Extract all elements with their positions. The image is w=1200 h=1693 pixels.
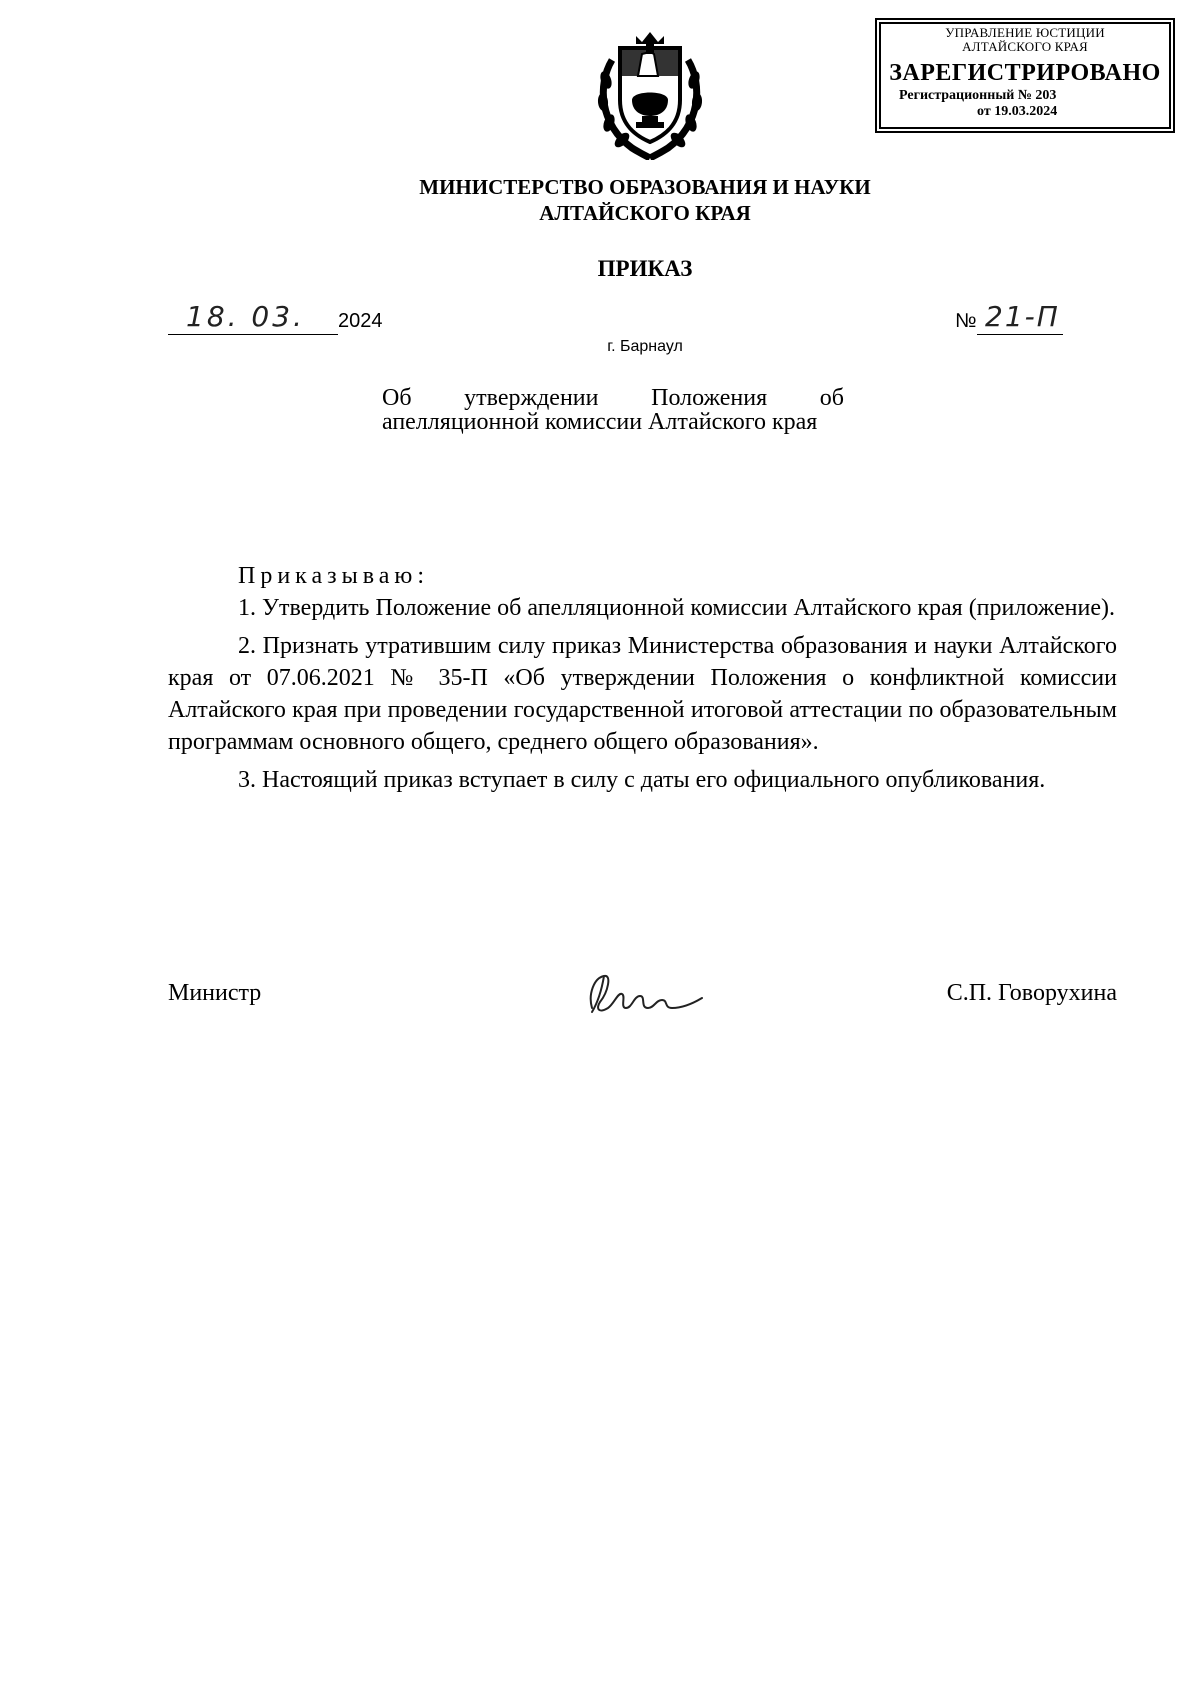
stamp-status: ЗАРЕГИСТРИРОВАНО [889, 60, 1161, 86]
document-number [955, 300, 1075, 340]
registration-stamp [875, 18, 1175, 133]
coat-of-arms-icon [592, 30, 708, 160]
handwritten-number: 21-П [977, 300, 1063, 335]
document-year: 2024 [338, 310, 383, 332]
stamp-registration-number: Регистрационный № 203 [899, 88, 1057, 103]
number-sign: № [955, 310, 977, 332]
city-label: г. Барнаул [607, 338, 683, 355]
document-subject: Об утверждении Положения об апелляционной комиссии Алтайского края [382, 385, 844, 435]
document-date [168, 300, 428, 340]
document-body [168, 560, 1117, 796]
handwritten-date: 18. 03. [168, 300, 338, 335]
order-word: Приказываю: [238, 563, 429, 589]
signature-block [168, 978, 1117, 1028]
stamp-organization: УПРАВЛЕНИЕ ЮСТИЦИИ АЛТАЙСКОГО КРАЯ [945, 25, 1105, 54]
handwritten-signature [578, 964, 708, 1024]
signatory-post: Министр [168, 980, 262, 1006]
stamp-registration-date: от 19.03.2024 [977, 104, 1058, 119]
ministry-name-text: МИНИСТЕРСТВО ОБРАЗОВАНИЯ И НАУКИ АЛТАЙСКОГО КРАЯ [419, 175, 871, 225]
order-item: 1. Утвердить Положение об апелляционной комиссии Алтайского края (приложение). [238, 595, 1115, 621]
ministry-name [0, 174, 1200, 226]
order-item: 2. Признать утратившим силу приказ Министерства образования и науки Алтайского края от 07.06.2021 № 35-П «Об утверждении Положения о конфликтной комиссии Алтайского края при проведении государственной итоговой аттестации по образовательным программам основного общего, среднего общего образования». [168, 633, 1117, 755]
order-item: 3. Настоящий приказ вступает в силу с даты его официального опубликования. [238, 767, 1046, 793]
document-type: ПРИКАЗ [597, 256, 693, 281]
signatory-name: С.П. Говорухина [946, 980, 1117, 1006]
